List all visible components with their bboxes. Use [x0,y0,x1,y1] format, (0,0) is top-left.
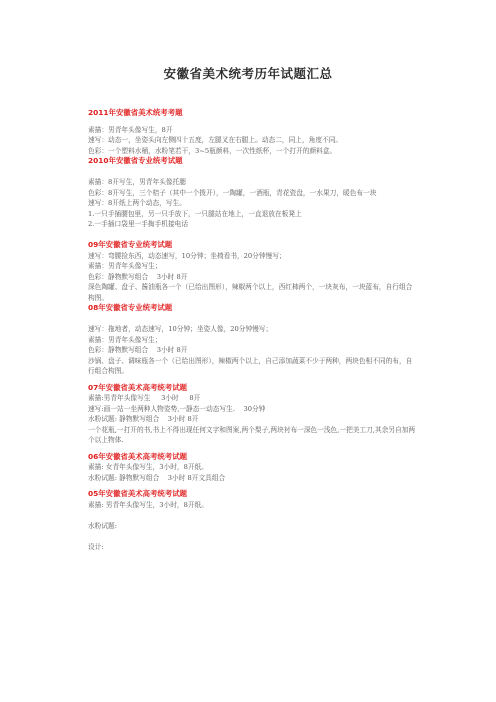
section-line: 素描：8开写生，男青年头像托腮 [88,178,186,186]
section-line: 速写：拖地者，动态速写，10分钟；坐姿人像，20分钟慢写； [88,325,273,333]
section-heading-2010: 2010年安徽省专业统考试题 [88,156,183,165]
section-heading-08: 08年安徽省专业统考试题 [88,303,173,312]
section-line: 速写：动态一，坐姿头向左侧四十五度，左腿叉在右腿上。动态二，同上，角度不同。 [88,136,343,144]
section-heading-05: 05年安徽省美术高考统考试题 [88,489,187,498]
document-body [88,108,418,552]
section-line: 素描：男青年头像写生； [88,262,162,270]
section-heading-09: 09年安徽省专业统考试题 [88,240,173,249]
document-title: 安徽省美术统考历年试题汇总 [163,66,333,81]
section-line: 色彩：8开写生，三个桔子（其中一个拨开），一陶罐，一酒瓶，青花瓷盘，一水果刀，暖色布一块 [88,188,377,197]
section-line: 水粉试题: 静物默写组合 3小时 8开 [88,415,199,423]
watercolor-label: 水粉试题: [88,521,118,530]
section-heading-07: 07年安徽省美术高考统考试题 [88,382,187,392]
section-line: 速写：8开纸上两个动态，写生。 [88,199,186,207]
section-line: 素描：男青年头像写生，8开 [88,125,173,134]
section-line: 素描:男青年头像写生 3小时 8开 [88,394,201,402]
section-heading-2011: 2011年安徽省美术统考考题 [88,108,183,117]
section-line: 色彩：静物默写组合 3小时 8开 [88,346,188,354]
section-line: 1.一只手插腰包里，另一只手放下，一只腿站在地上，一直退放在板凳上 [88,209,302,218]
section-line: 一个花瓶,一打开的书,书上不得出现任何文字和图案,两个梨子,两块衬布一深色一浅色,一把美工刀,其余另自加两个以上物体. [88,425,416,444]
section-line: 速写:画一站一坐两种人物姿势,一静态一动态写生. 30分钟 [88,404,266,413]
section-line: 色彩：静物默写组合 3小时 8开 [88,272,188,281]
section-line: 沙锅、盘子、调味瓶各一个（已给出图形），辣椒两个以上，自己添加蔬菜不少于两种，两块色相不同的布，自行组合构图。 [88,356,413,375]
section-line: 水粉试题: 静物默写组合 3小时 8开文具组合 [88,473,226,482]
section-heading-06: 06年安徽省美术高考统考试题 [88,451,187,461]
section-line: 色彩：一个塑料水桶，水粉笔若干，3~5瓶颜料，一次性纸杯，一个打开的颜料盒。 [88,146,337,155]
design-label: 设计: [88,542,104,551]
section-line: 速写：弯腰捡东西，动态速写，10分钟；坐椅看书，20分钟慢写； [88,251,286,260]
section-line: 素描: 女青年头像写生，3小时，8开纸。 [88,463,208,471]
section-line: 深色陶罐、盘子、酱油瓶各一个（已给出图形），辣椒两个以上，西红柿两个，一块灰布，一块蓝布，自行组合构图。 [88,283,413,302]
section-line: 素描：男青年头像写生； [88,335,162,344]
section-line: 素描: 男青年头像写生，3小时，8开纸。 [88,500,208,509]
section-line: 2.一手插口袋里一手掏手机接电话 [88,220,189,228]
